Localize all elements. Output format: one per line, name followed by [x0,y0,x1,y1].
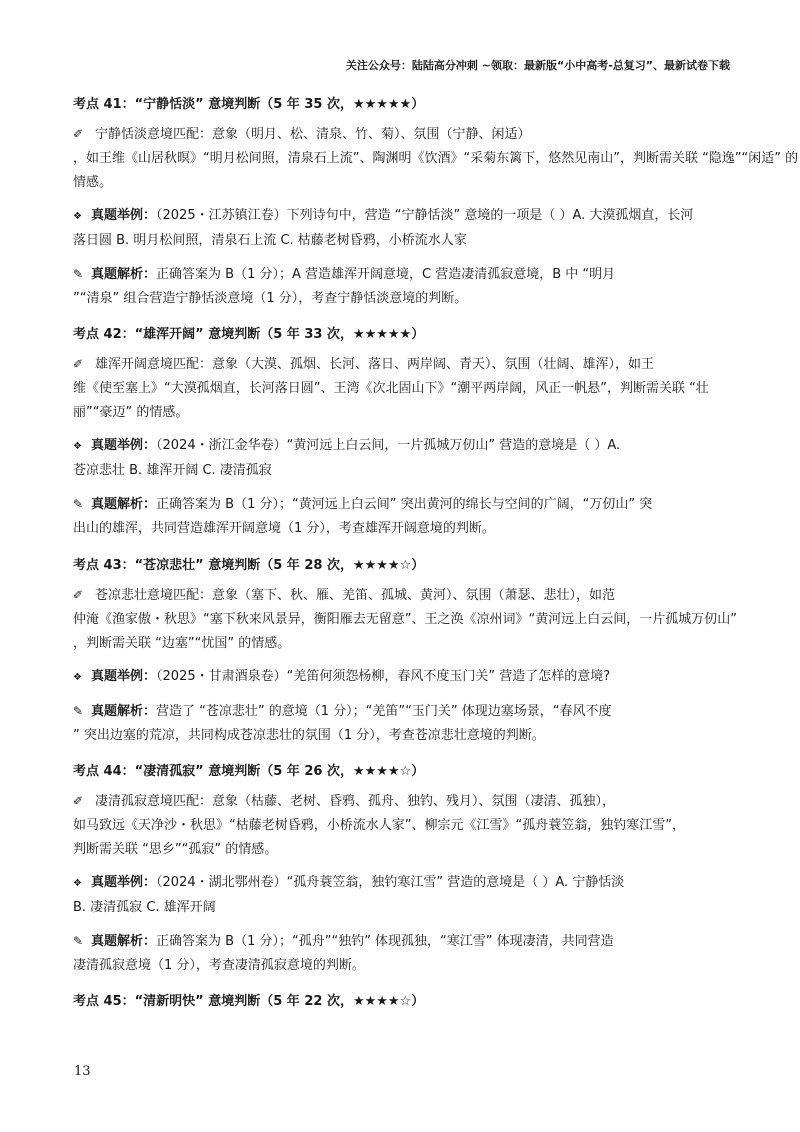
desc-text: 情感。 [73,175,113,190]
pen-icon: ✐ [73,127,84,141]
pen-icon: ✐ [73,794,84,808]
desc-text: ，判断需关联 “边塞”“忧国” 的情感。 [73,636,291,651]
topic-44-description [73,789,733,862]
desc-text: 雄浑开阔意境匹配：意象（大漠、孤烟、长河、落日、两岸阔、青天）、氛围（壮阔、雄浑），如王 [95,357,655,372]
analysis-label: 真题解析 [91,934,144,949]
diamond-bullet-icon: ❖ [73,211,82,222]
example-label: 真题举例 [91,438,144,453]
desc-text: 判断需关联 “思乡”“孤寂” 的情感。 [73,842,278,857]
topic-44-analysis: ✎ 真题解析：正确答案为 B（1 分）；“孤舟”“独钓” 体现孤独，“寒江雪” 体现凄清，共同营造 凄清孤寂意境（1 分），考查凄清孤寂意境的判断。 [73,929,733,978]
topic-45-title: 考点 45：“清新明快” 意境判断（5 年 22 次，★★★★☆） [73,994,425,1009]
analysis-label: 真题解析 [91,704,144,719]
pencil-icon: ✎ [73,934,84,948]
topic-43-example: ❖ 真题举例：（2025・甘肃酒泉卷）“羌笛何须怨杨柳，春风不度玉门关” 营造了怎样的意境? [73,665,733,690]
desc-text: 仲淹《渔家傲・秋思》“塞下秋来风景异，衡阳雁去无留意”、王之涣《凉州词》“黄河远上白云间，一片孤城万仞山” [73,612,737,627]
analysis-label: 真题解析 [91,497,144,512]
desc-text: 丽”“豪迈” 的情感。 [73,405,189,420]
desc-text: 苍凉悲壮意境匹配：意象（塞下、秋、雁、羌笛、孤城、黄河）、氛围（萧瑟、悲壮），如范 [95,588,616,603]
analysis-text: 正确答案为 B（1 分）；A 营造雄浑开阔意境，C 营造凄清孤寂意境，B 中 “明月 [156,267,616,282]
diamond-bullet-icon: ❖ [73,672,82,683]
topic-41-analysis: ✎ 真题解析：正确答案为 B（1 分）；A 营造雄浑开阔意境，C 营造凄清孤寂意境，B 中 “明月 ”“清泉” 组合营造宁静恬淡意境（1 分），考查宁静恬淡意境的判断。 [73,262,733,311]
topic-42-title: 考点 42：“雄浑开阔” 意境判断（5 年 33 次，★★★★★） [73,327,425,342]
topic-42-description [73,352,733,425]
topic-41-description [73,122,799,195]
desc-text: ，如王维《山居秋暝》“明月松间照，清泉石上流”、陶渊明《饮酒》“采菊东篱下，悠然见南山”，判断需关联 “隐逸”“闲适” 的 [73,151,799,166]
topic-43-description [73,583,737,656]
pen-icon: ✐ [73,357,84,371]
example-text: （2024・浙江金华卷）“黄河远上白云间，一片孤城万仞山” 营造的意境是（ ）A. [156,438,621,453]
analysis-label: 真题解析 [91,267,144,282]
example-label: 真题举例 [91,208,144,223]
analysis-text: 正确答案为 B（1 分）；“孤舟”“独钓” 体现孤独，“寒江雪” 体现凄清，共同营造 [156,934,614,949]
pencil-icon: ✎ [73,704,84,718]
example-label: 真题举例 [91,875,144,890]
topic-44-example: ❖ 真题举例：（2024・湖北鄂州卷）“孤舟蓑笠翁，独钓寒江雪” 营造的意境是（ ）A. 宁静恬淡 B. 凄清孤寂 C. 雄浑开阔 [73,871,733,920]
diamond-bullet-icon: ❖ [73,441,82,452]
topic-41-example: ❖ 真题举例：（2025・江苏镇江卷）下列诗句中，营造 “宁静恬淡” 意境的一项是（ ）A. 大漠孤烟直，长河 落日圆 B. 明月松间照，清泉石上流 C. 枯藤老树昏鸦，小桥流水人家 [73,204,733,253]
diamond-bullet-icon: ❖ [73,878,82,889]
pen-icon: ✐ [73,588,84,602]
desc-text: 宁静恬淡意境匹配：意象（明月、松、清泉、竹、菊）、氛围（宁静、闲适） [95,127,531,142]
desc-text: 凄清孤寂意境匹配：意象（枯藤、老树、昏鸦、孤舟、独钓、残月）、氛围（凄清、孤独）， [95,794,616,809]
page-header: 关注公众号：陆陆高分冲刺 ~领取：最新版“小中高考-总复习”、最新试卷下载 [345,59,730,72]
example-text: （2024・湖北鄂州卷）“孤舟蓑笠翁，独钓寒江雪” 营造的意境是（ ）A. 宁静恬淡 [156,875,625,890]
example-text: B. 凄清孤寂 C. 雄浑开阔 [73,900,216,915]
desc-text: 如马致远《天净沙・秋思》“枯藤老树昏鸦，小桥流水人家”、柳宗元《江雪》“孤舟蓑笠翁，独钓寒江雪”， [73,818,685,833]
example-text: （2025・甘肃酒泉卷）“羌笛何须怨杨柳，春风不度玉门关” 营造了怎样的意境? [156,669,611,684]
analysis-text: 凄清孤寂意境（1 分），考查凄清孤寂意境的判断。 [73,958,365,973]
analysis-text: 营造了 “苍凉悲壮” 的意境（1 分）；“羌笛”“玉门关” 体现边塞场景，“春风不度 [156,704,612,719]
topic-43-title: 考点 43：“苍凉悲壮” 意境判断（5 年 28 次，★★★★☆） [73,558,425,573]
analysis-text: 出山的雄浑，共同营造雄浑开阔意境（1 分），考查雄浑开阔意境的判断。 [73,521,495,536]
analysis-text: ” 突出边塞的荒凉，共同构成苍凉悲壮的氛围（1 分），考查苍凉悲壮意境的判断。 [73,728,545,743]
pencil-icon: ✎ [73,267,84,281]
pencil-icon: ✎ [73,497,84,511]
example-text: 落日圆 B. 明月松间照，清泉石上流 C. 枯藤老树昏鸦，小桥流水人家 [73,233,467,248]
topic-42-analysis: ✎ 真题解析：正确答案为 B（1 分）；“黄河远上白云间” 突出黄河的绵长与空间的广阔，“万仞山” 突 出山的雄浑，共同营造雄浑开阔意境（1 分），考查雄浑开阔意境的判断。 [73,492,733,541]
topic-42-example: ❖ 真题举例：（2024・浙江金华卷）“黄河远上白云间，一片孤城万仞山” 营造的意境是（ ）A. 苍凉悲壮 B. 雄浑开阔 C. 凄清孤寂 [73,434,733,483]
analysis-text: 正确答案为 B（1 分）；“黄河远上白云间” 突出黄河的绵长与空间的广阔，“万仞山” 突 [156,497,653,512]
page-number: 13 [74,1064,91,1079]
topic-44-title: 考点 44：“凄清孤寂” 意境判断（5 年 26 次，★★★★☆） [73,764,425,779]
example-text: （2025・江苏镇江卷）下列诗句中，营造 “宁静恬淡” 意境的一项是（ ）A. 大漠孤烟直，长河 [156,208,694,223]
topic-43-analysis: ✎ 真题解析：营造了 “苍凉悲壮” 的意境（1 分）；“羌笛”“玉门关” 体现边塞场景，“春风不度 ” 突出边塞的荒凉，共同构成苍凉悲壮的氛围（1 分），考查苍凉悲壮意境的判断。 [73,699,733,748]
example-label: 真题举例 [91,669,144,684]
content [73,95,799,1011]
desc-text: 维《使至塞上》“大漠孤烟直，长河落日圆”、王湾《次北固山下》“潮平两岸阔，风正一帆悬”，判断需关联 “壮 [73,381,709,396]
topic-41-title: 考点 41：“宁静恬淡” 意境判断（5 年 35 次，★★★★★） [73,97,425,112]
example-text: 苍凉悲壮 B. 雄浑开阔 C. 凄清孤寂 [73,463,272,478]
analysis-text: ”“清泉” 组合营造宁静恬淡意境（1 分），考查宁静恬淡意境的判断。 [73,291,468,306]
